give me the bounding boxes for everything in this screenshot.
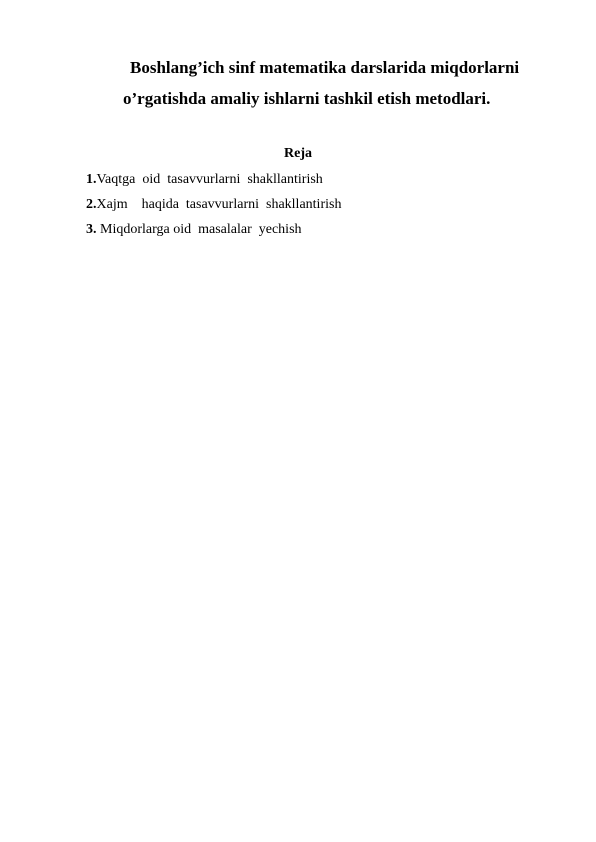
plan-item-text: Xajm haqida tasavvurlarni shakllantirish bbox=[96, 197, 342, 212]
plan-item-text: Miqdorlarga oid masalalar yechish bbox=[96, 222, 302, 237]
plan-item-3 bbox=[86, 222, 341, 247]
document-title-line-1: Boshlang’ich sinf matematika darslarida miqdorlarni bbox=[130, 58, 520, 77]
document-title-line-2: o’rgatishda amaliy ishlarni tashkil etish metodlari. bbox=[123, 89, 491, 108]
plan-list bbox=[86, 172, 341, 247]
plan-item-number: 1. bbox=[86, 172, 97, 187]
plan-item-text: Vaqtga oid tasavvurlarni shakllantirish bbox=[96, 172, 323, 187]
plan-item-1 bbox=[86, 172, 341, 197]
plan-item-number: 3. bbox=[86, 222, 97, 237]
plan-item-2 bbox=[86, 197, 341, 222]
plan-heading: Reja bbox=[284, 146, 312, 161]
plan-item-number: 2. bbox=[86, 197, 97, 212]
